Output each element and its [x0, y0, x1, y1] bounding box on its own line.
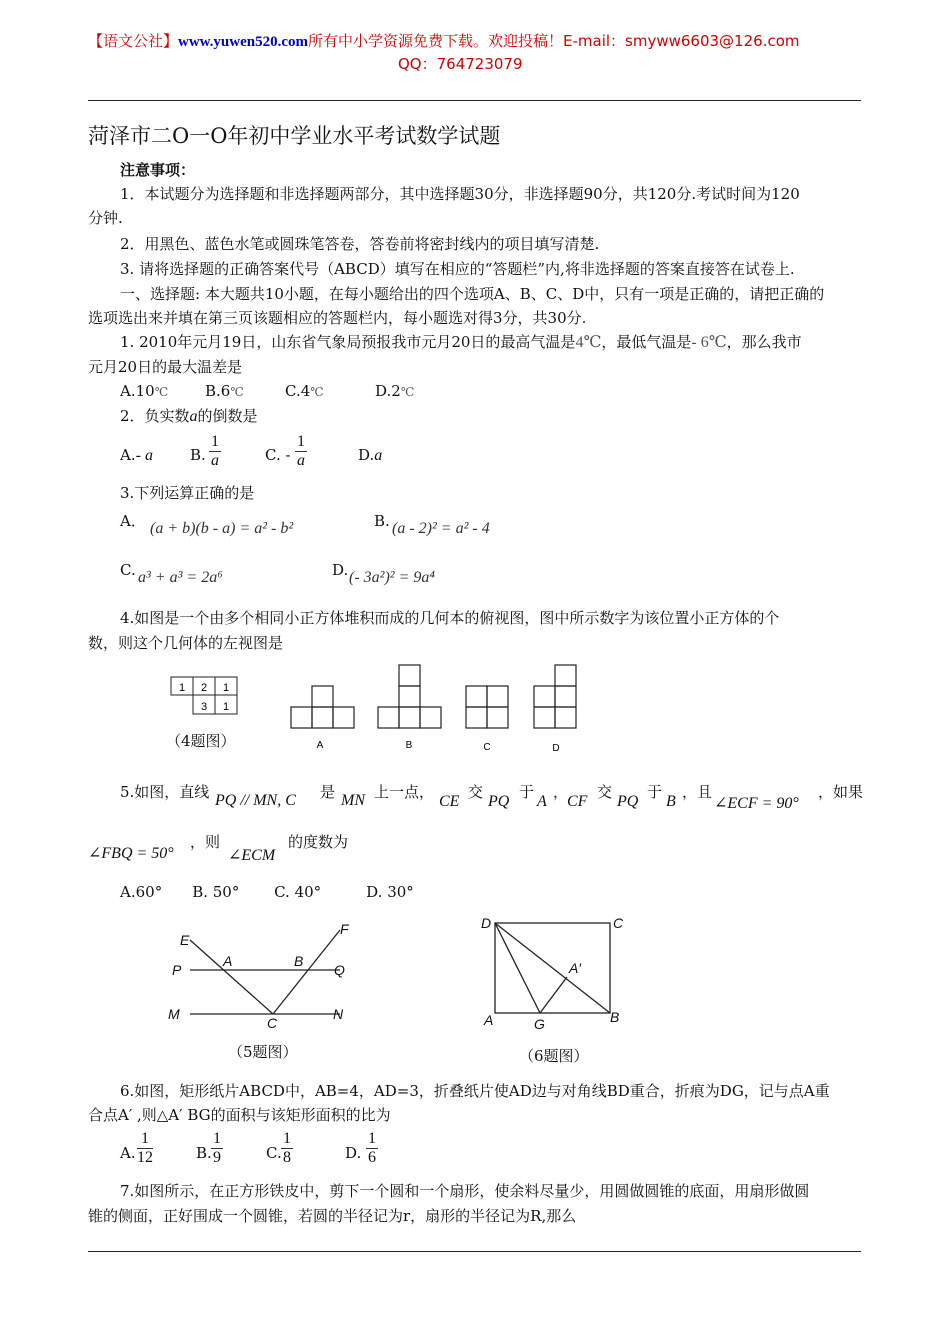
q5-math-9: ∠ECF = 90° [714, 795, 799, 812]
q3-option-a-label: A． [120, 512, 146, 530]
q4-option-c-figure [466, 686, 508, 728]
q6-label-a: A [484, 1012, 494, 1028]
q5-text-4: 交 [468, 783, 484, 801]
q2-stem: 2．负实数a的倒数是 [120, 407, 258, 425]
q4-option-a-figure [291, 686, 354, 728]
q4-stem-cont: 数，则这个几何体的左视图是 [88, 634, 284, 652]
q2-option-d: D.a [358, 446, 383, 464]
q5-figure [160, 918, 360, 1033]
q2-option-c-label: C. - [265, 446, 291, 464]
q4-label-c: C [483, 742, 491, 753]
q5-math-4: PQ [488, 793, 510, 810]
q5-math-6: CF [567, 793, 588, 810]
q6-option-b-frac: $\frac{1}{9}$ [213, 1130, 221, 1166]
q2-option-a: A.- a [120, 446, 153, 464]
q5-caption: （5题图） [228, 1043, 298, 1061]
q6-stem: 6.如图，矩形纸片ABCD中，AB=4，AD=3，折叠纸片使AD边与对角线BD重合，折痕为DG，记与点A重 [120, 1082, 830, 1100]
q5-text-1: 5.如图，直线 [120, 783, 210, 801]
q6-caption: （6题图） [519, 1047, 589, 1065]
q2-option-b-label: B. [190, 446, 206, 464]
q5-text-10: ，如果 [818, 783, 864, 801]
q4-option-d-figure [534, 665, 576, 728]
q6-label-b: B [610, 1009, 620, 1025]
q1-stem: 1. 2010年元月19日，山东省气象局预报我市元月20日的最高气温是4℃，最低气温是- 6℃，那么我市 [120, 333, 802, 351]
q5-text-12: 的度数为 [288, 833, 349, 851]
q6-label-d: D [481, 915, 492, 931]
q2-option-b-frac: $\frac{1}{a}$ [211, 433, 219, 469]
q7-stem: 7.如图所示，在正方形铁皮中，剪下一个圆和一个扇形，使余料尽量少，用圆做圆锥的底面，用扇形做圆 [120, 1182, 810, 1200]
brand: 【语文公社】 [88, 32, 179, 50]
q3-option-c-label: C. [120, 561, 136, 579]
q1-high-temp: 4℃ [575, 334, 602, 351]
q3-option-c: a³ + a³ = 2a⁶ [138, 569, 223, 586]
q2-var: a [189, 408, 198, 425]
q1-option-a: A.10℃ [120, 382, 169, 400]
q5-math-3: CE [439, 793, 460, 810]
q5-label-e: E [180, 932, 190, 948]
q6-stem-cont: 合点A′ ,则△A′ BG的面积与该矩形面积的比为 [88, 1106, 391, 1124]
notice-item-3: 3. 请将选择题的正确答案代号（ABCD）填写在相应的“答题栏”内,将非选择题的答案直接答在试卷上. [120, 260, 795, 278]
q5-math-2: MN [341, 792, 365, 809]
q6-label-c: C [613, 915, 624, 931]
q6-option-c-label: C. [266, 1144, 282, 1162]
q6-option-b-label: B. [196, 1144, 212, 1162]
q5-math-8: B [666, 793, 676, 810]
q5-label-b: B [294, 953, 304, 969]
q5-math-7: PQ [617, 793, 639, 810]
q3-option-a: (a + b)(b - a) = a² - b² [150, 520, 294, 537]
q4-label-d: D [552, 743, 560, 754]
q4-label-b: B [405, 740, 413, 751]
q5-math-11: ∠ECM [228, 847, 276, 864]
q4-label-a: A [316, 740, 324, 751]
top-rule [88, 100, 861, 101]
q5-label-n: N [333, 1006, 344, 1022]
q1-option-c: C.4℃ [285, 382, 324, 400]
q6-label-g: G [534, 1016, 545, 1032]
qq-line: QQ：764723079 [398, 55, 523, 73]
q5-text-8: 于 [647, 783, 663, 801]
q5-label-c: C [267, 1015, 278, 1031]
header-line [88, 30, 800, 51]
q5-text-6: ， [553, 783, 569, 801]
q3-stem: 3.下列运算正确的是 [120, 484, 255, 502]
q5-label-f: F [340, 921, 349, 937]
tagline: 所有中小学资源免费下载。欢迎投稿！E-mail：smyww6603@126.com [308, 32, 800, 50]
q4-grid-cell: 1 [222, 682, 230, 694]
q5-math-10: ∠FBQ = 50° [88, 845, 174, 862]
q5-label-p: P [172, 962, 182, 978]
q1-option-b: B.6℃ [205, 382, 244, 400]
site-link[interactable]: www.yuwen520.com [178, 34, 309, 50]
q5-text-5: 于 [519, 783, 535, 801]
q6-option-c-frac: $\frac{1}{8}$ [283, 1130, 291, 1166]
q5-options: A.60° B. 50° C. 40° D. 30° [120, 883, 414, 901]
q5-text-11: ，则 [190, 833, 221, 851]
notice-heading: 注意事项： [120, 161, 196, 179]
q6-figure [475, 905, 635, 1035]
q6-option-a-frac: $\frac{1}{12}$ [137, 1130, 153, 1166]
q4-stem: 4.如图是一个由多个相同小正方体堆积而成的几何本的俯视图，图中所示数字为该位置小正方体的个 [120, 609, 780, 627]
q1-low-temp: - 6℃ [691, 334, 727, 351]
q4-grid-cell: 1 [222, 701, 230, 713]
q1-option-d: D.2℃ [375, 382, 415, 400]
q3-option-d: (- 3a²)² = 9a⁴ [349, 569, 435, 586]
notice-item-1-cont: 分钟. [88, 209, 123, 227]
q5-text-9: ，且 [682, 783, 713, 801]
q1-stem-cont: 元月20日的最大温差是 [88, 358, 243, 376]
q5-text-2: 是 [320, 783, 336, 801]
page-title: 菏泽市二O一O年初中学业水平考试数学试题 [88, 124, 501, 148]
q6-option-a-label: A. [120, 1144, 136, 1162]
q7-stem-cont: 锥的侧面，正好围成一个圆锥，若圆的半径记为r，扇形的半径记为R,那么 [88, 1207, 577, 1225]
notice-item-2: 2．用黑色、蓝色水笔或圆珠笔答卷，答卷前将密封线内的项目填写清楚. [120, 235, 600, 253]
q4-grid-cell: 2 [200, 682, 208, 694]
q4-grid-cell: 3 [200, 701, 208, 713]
q6-label-a-prime: A′ [569, 960, 581, 976]
notice-item-1: 1．本试题分为选择题和非选择题两部分，其中选择题30分，非选择题90分，共120分.考试时间为120 [120, 185, 800, 203]
q5-label-a: A [223, 953, 233, 969]
q2-option-c-frac: $\frac{1}{a}$ [297, 433, 305, 469]
q4-option-b-figure [378, 665, 441, 728]
q5-label-m: M [168, 1006, 180, 1022]
q5-math-5: A [537, 793, 547, 810]
section-1-line2: 选项选出来并填在第三页该题相应的答题栏内，每小题选对得3分，共30分. [88, 309, 587, 327]
q6-option-d-label: D. [345, 1144, 362, 1162]
q5-text-3: 上一点， [374, 783, 435, 801]
q4-grid-cell: 1 [178, 682, 186, 694]
q5-label-q: Q [334, 962, 345, 978]
q5-math-1: PQ // MN, C [215, 792, 296, 809]
section-1-line1: 一、选择题: 本大题共10小题，在每小题给出的四个选项A、B、C、D中，只有一项是正确的，请把正确的 [120, 285, 825, 303]
q3-option-b: (a - 2)² = a² - 4 [392, 520, 490, 537]
q4-caption: （4题图） [166, 732, 236, 750]
q3-option-b-label: B. [374, 512, 390, 530]
q3-option-d-label: D. [332, 561, 349, 579]
q5-text-7: 交 [597, 783, 613, 801]
bottom-rule [88, 1251, 861, 1252]
q6-option-d-frac: $\frac{1}{6}$ [368, 1130, 376, 1166]
